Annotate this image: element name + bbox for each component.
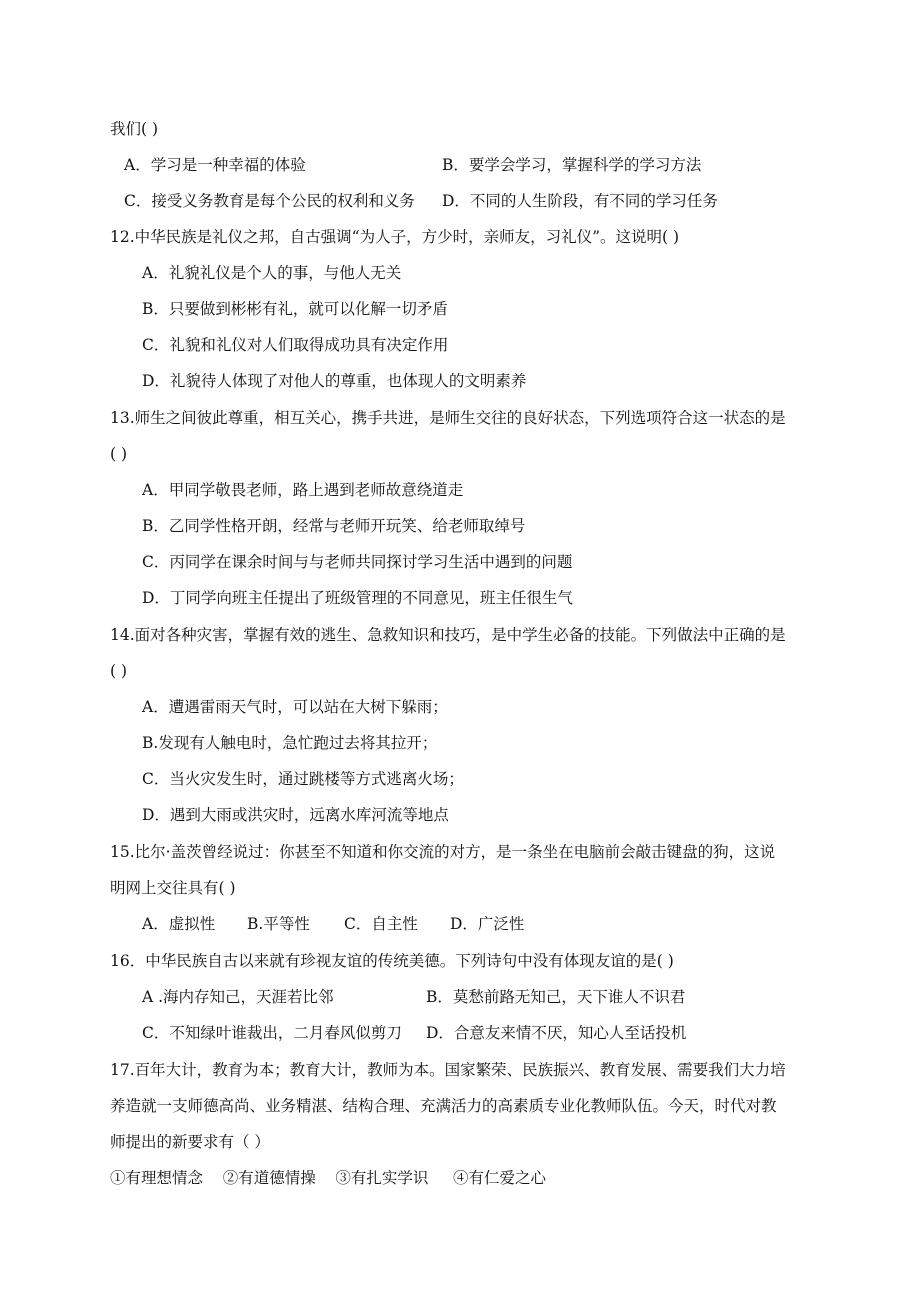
q11-option-a: A．学习是一种幸福的体验 [124, 156, 306, 174]
q17-stem-line3: 师提出的新要求有（ ） [110, 1133, 270, 1151]
q12-option-d: D．礼貌待人体现了对他人的尊重，也体现人的文明素养 [142, 372, 527, 390]
q14-stem-line2: ( ) [110, 662, 128, 680]
q16-stem: 16．中华民族自古以来就有珍视友谊的传统美德。下列诗句中没有体现友谊的是( ) [110, 952, 674, 970]
q14-stem-line1: 14.面对各种灾害，掌握有效的逃生、急救知识和技巧，是中学生必备的技能。下列做法中正确的是 [110, 626, 786, 644]
q14-option-b: B.发现有人触电时，急忙跑过去将其拉开； [142, 734, 438, 752]
q16-option-d: D．合意友来情不厌，知心人至话投机 [426, 1024, 687, 1042]
q14-option-a: A．遭遇雷雨天气时，可以站在大树下躲雨； [142, 698, 448, 716]
q16-option-b: B．莫愁前路无知己，天下谁人不识君 [426, 988, 686, 1006]
q15-option-d: D．广泛性 [450, 915, 525, 933]
q11-stem-tail: 我们( ) [110, 120, 159, 138]
q11-option-b: B．要学会学习，掌握科学的学习方法 [442, 156, 702, 174]
q13-option-b: B．乙同学性格开朗，经常与老师开玩笑、给老师取绰号 [142, 517, 526, 535]
q17-stem-line1: 17.百年大计，教育为本；教育大计，教师为本。国家繁荣、民族振兴、教育发展、需要我们大力培 [110, 1061, 786, 1079]
q14-option-d: D．遇到大雨或洪灾时，远离水库河流等地点 [142, 806, 449, 824]
q15-stem-line1: 15.比尔·盖茨曾经说过：你甚至不知道和你交流的对方，是一条坐在电脑前会敲击键盘的狗，这说 [110, 843, 776, 861]
q11-option-c: C．接受义务教育是每个公民的权利和义务 [124, 192, 415, 210]
q13-option-c: C．丙同学在课余时间与与老师共同探讨学习生活中遇到的问题 [142, 553, 573, 571]
q13-stem-line2: ( ) [110, 445, 128, 463]
q12-option-b: B．只要做到彬彬有礼，就可以化解一切矛盾 [142, 300, 448, 318]
q12-stem: 12.中华民族是礼仪之邦，自古强调“为人子，方少时，亲师友，习礼仪”。这说明( ) [110, 228, 680, 246]
q15-option-a: A．虚拟性 [142, 915, 216, 933]
q12-option-a: A．礼貌礼仪是个人的事，与他人无关 [142, 264, 402, 282]
q13-option-d: D．丁同学向班主任提出了班级管理的不同意见，班主任很生气 [142, 589, 573, 607]
q13-stem-line1: 13.师生之间彼此尊重，相互关心，携手共进，是师生交往的良好状态，下列选项符合这一状态的是 [110, 409, 786, 427]
q14-option-c: C．当火灾发生时，通过跳楼等方式逃离火场； [142, 770, 464, 788]
q15-option-b: B.平等性 [247, 915, 310, 933]
q15-option-c: C．自主性 [344, 915, 418, 933]
q13-option-a: A．甲同学敬畏老师，路上遇到老师故意绕道走 [142, 481, 464, 499]
q15-stem-line2: 明网上交往具有( ) [110, 879, 236, 897]
q17-stem-line2: 养造就一支师德高尚、业务精湛、结构合理、充满活力的高素质专业化教师队伍。今天，时代对教 [110, 1097, 777, 1115]
q16-option-c: C．不知绿叶谁裁出，二月春风似剪刀 [142, 1024, 402, 1042]
q11-option-d: D．不同的人生阶段，有不同的学习任务 [442, 192, 718, 210]
q12-option-c: C．礼貌和礼仪对人们取得成功具有决定作用 [142, 336, 449, 354]
q16-option-a: A .海内存知己，天涯若比邻 [142, 988, 334, 1006]
q17-choices: ①有理想情念 ②有道德情操 ③有扎实学识 ④有仁爱之心 [110, 1169, 547, 1187]
